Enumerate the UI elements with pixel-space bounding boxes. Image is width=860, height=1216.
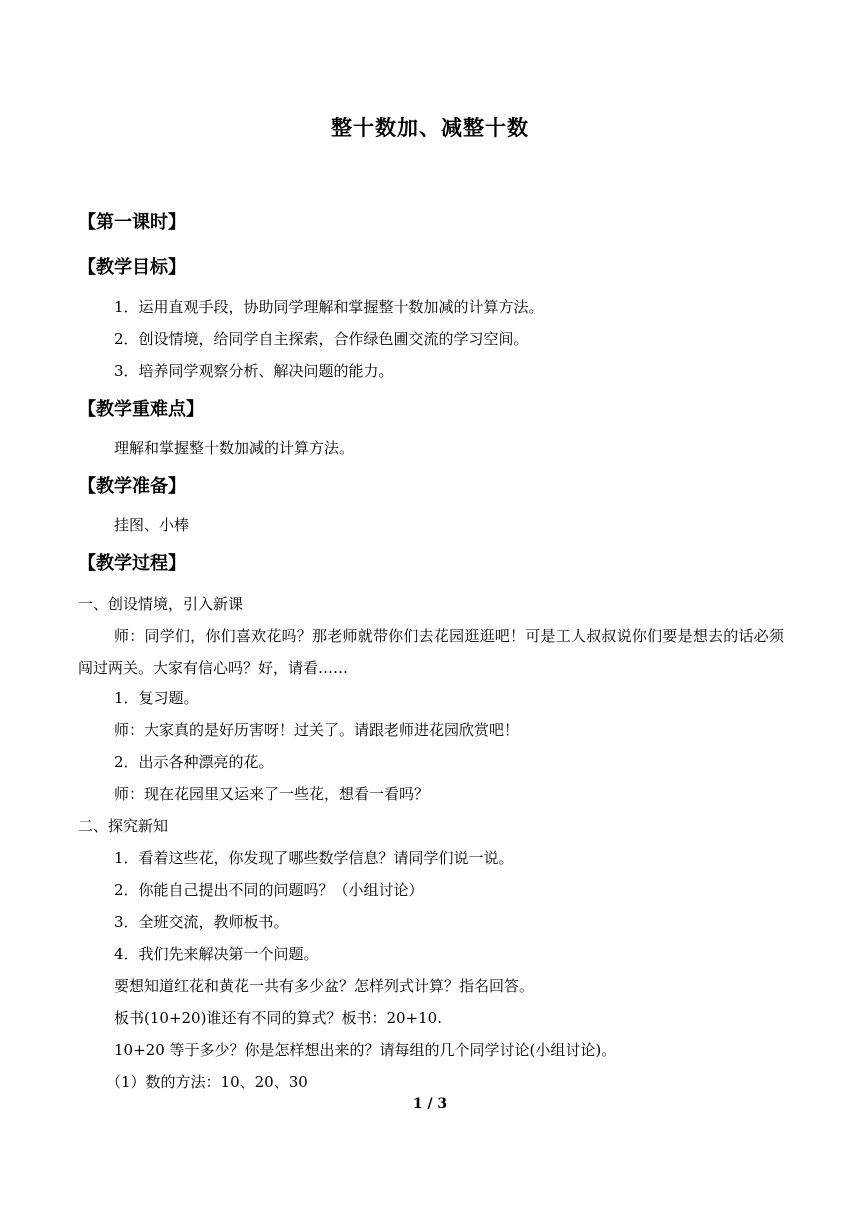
section-2-line-2: 2．你能自己提出不同的问题吗？（小组讨论） [114,881,424,899]
objective-item-3: 3．培养同学观察分析、解决问题的能力。 [114,362,394,380]
process-heading: 【教学过程】 [78,553,186,574]
objective-item-2: 2．创设情境，给同学自主探索，合作绿色圃交流的学习空间。 [114,330,529,348]
section-1-line-1: 1．复习题。 [114,689,199,707]
lesson-heading: 【第一课时】 [78,212,186,233]
key-points-text: 理解和掌握整十数加减的计算方法。 [114,439,355,457]
objective-item-1: 1．运用直观手段，协助同学理解和掌握整十数加减的计算方法。 [114,298,544,316]
section-2-line-1: 1．看着这些花，你发现了哪些数学信息？请同学们说一说。 [114,849,514,867]
section-2-line-4: 4．我们先来解决第一个问题。 [114,945,319,963]
section-1-title: 一、创设情境，引入新课 [78,595,244,613]
preparation-text: 挂图、小棒 [114,516,190,534]
section-1-line-2: 师：大家真的是好历害呀！过关了。请跟老师进花园欣赏吧！ [114,721,520,739]
section-1-paragraph: 师：同学们，你们喜欢花吗？那老师就带你们去花园逛逛吧！可是工人叔叔说你们要是想去的话必须闯过两关。大家有信心吗？好，请看…… [78,627,784,677]
section-1-line-4: 师：现在花园里又运来了一些花，想看一看吗？ [114,785,430,803]
section-2-line-7: 10+20 等于多少？你是怎样想出来的？请每组的几个同学讨论(小组讨论)。 [114,1041,617,1059]
page-number: 1 / 3 [412,1096,448,1112]
objectives-heading: 【教学目标】 [78,257,186,278]
section-2-line-5: 要想知道红花和黄花一共有多少盆？怎样列式计算？指名回答。 [114,977,535,995]
document-title: 整十数加、减整十数 [331,115,529,140]
section-1-line-3: 2．出示各种漂亮的花。 [114,753,274,771]
key-points-heading: 【教学重难点】 [78,399,204,420]
section-2-line-3: 3．全班交流，教师板书。 [114,913,289,931]
section-2-line-6: 板书(10+20)谁还有不同的算式？板书：20+10. [114,1009,442,1027]
preparation-heading: 【教学准备】 [78,476,186,497]
section-2-line-8: （1）数的方法：10、20、30 [106,1073,308,1091]
section-2-title: 二、探究新知 [78,817,169,835]
